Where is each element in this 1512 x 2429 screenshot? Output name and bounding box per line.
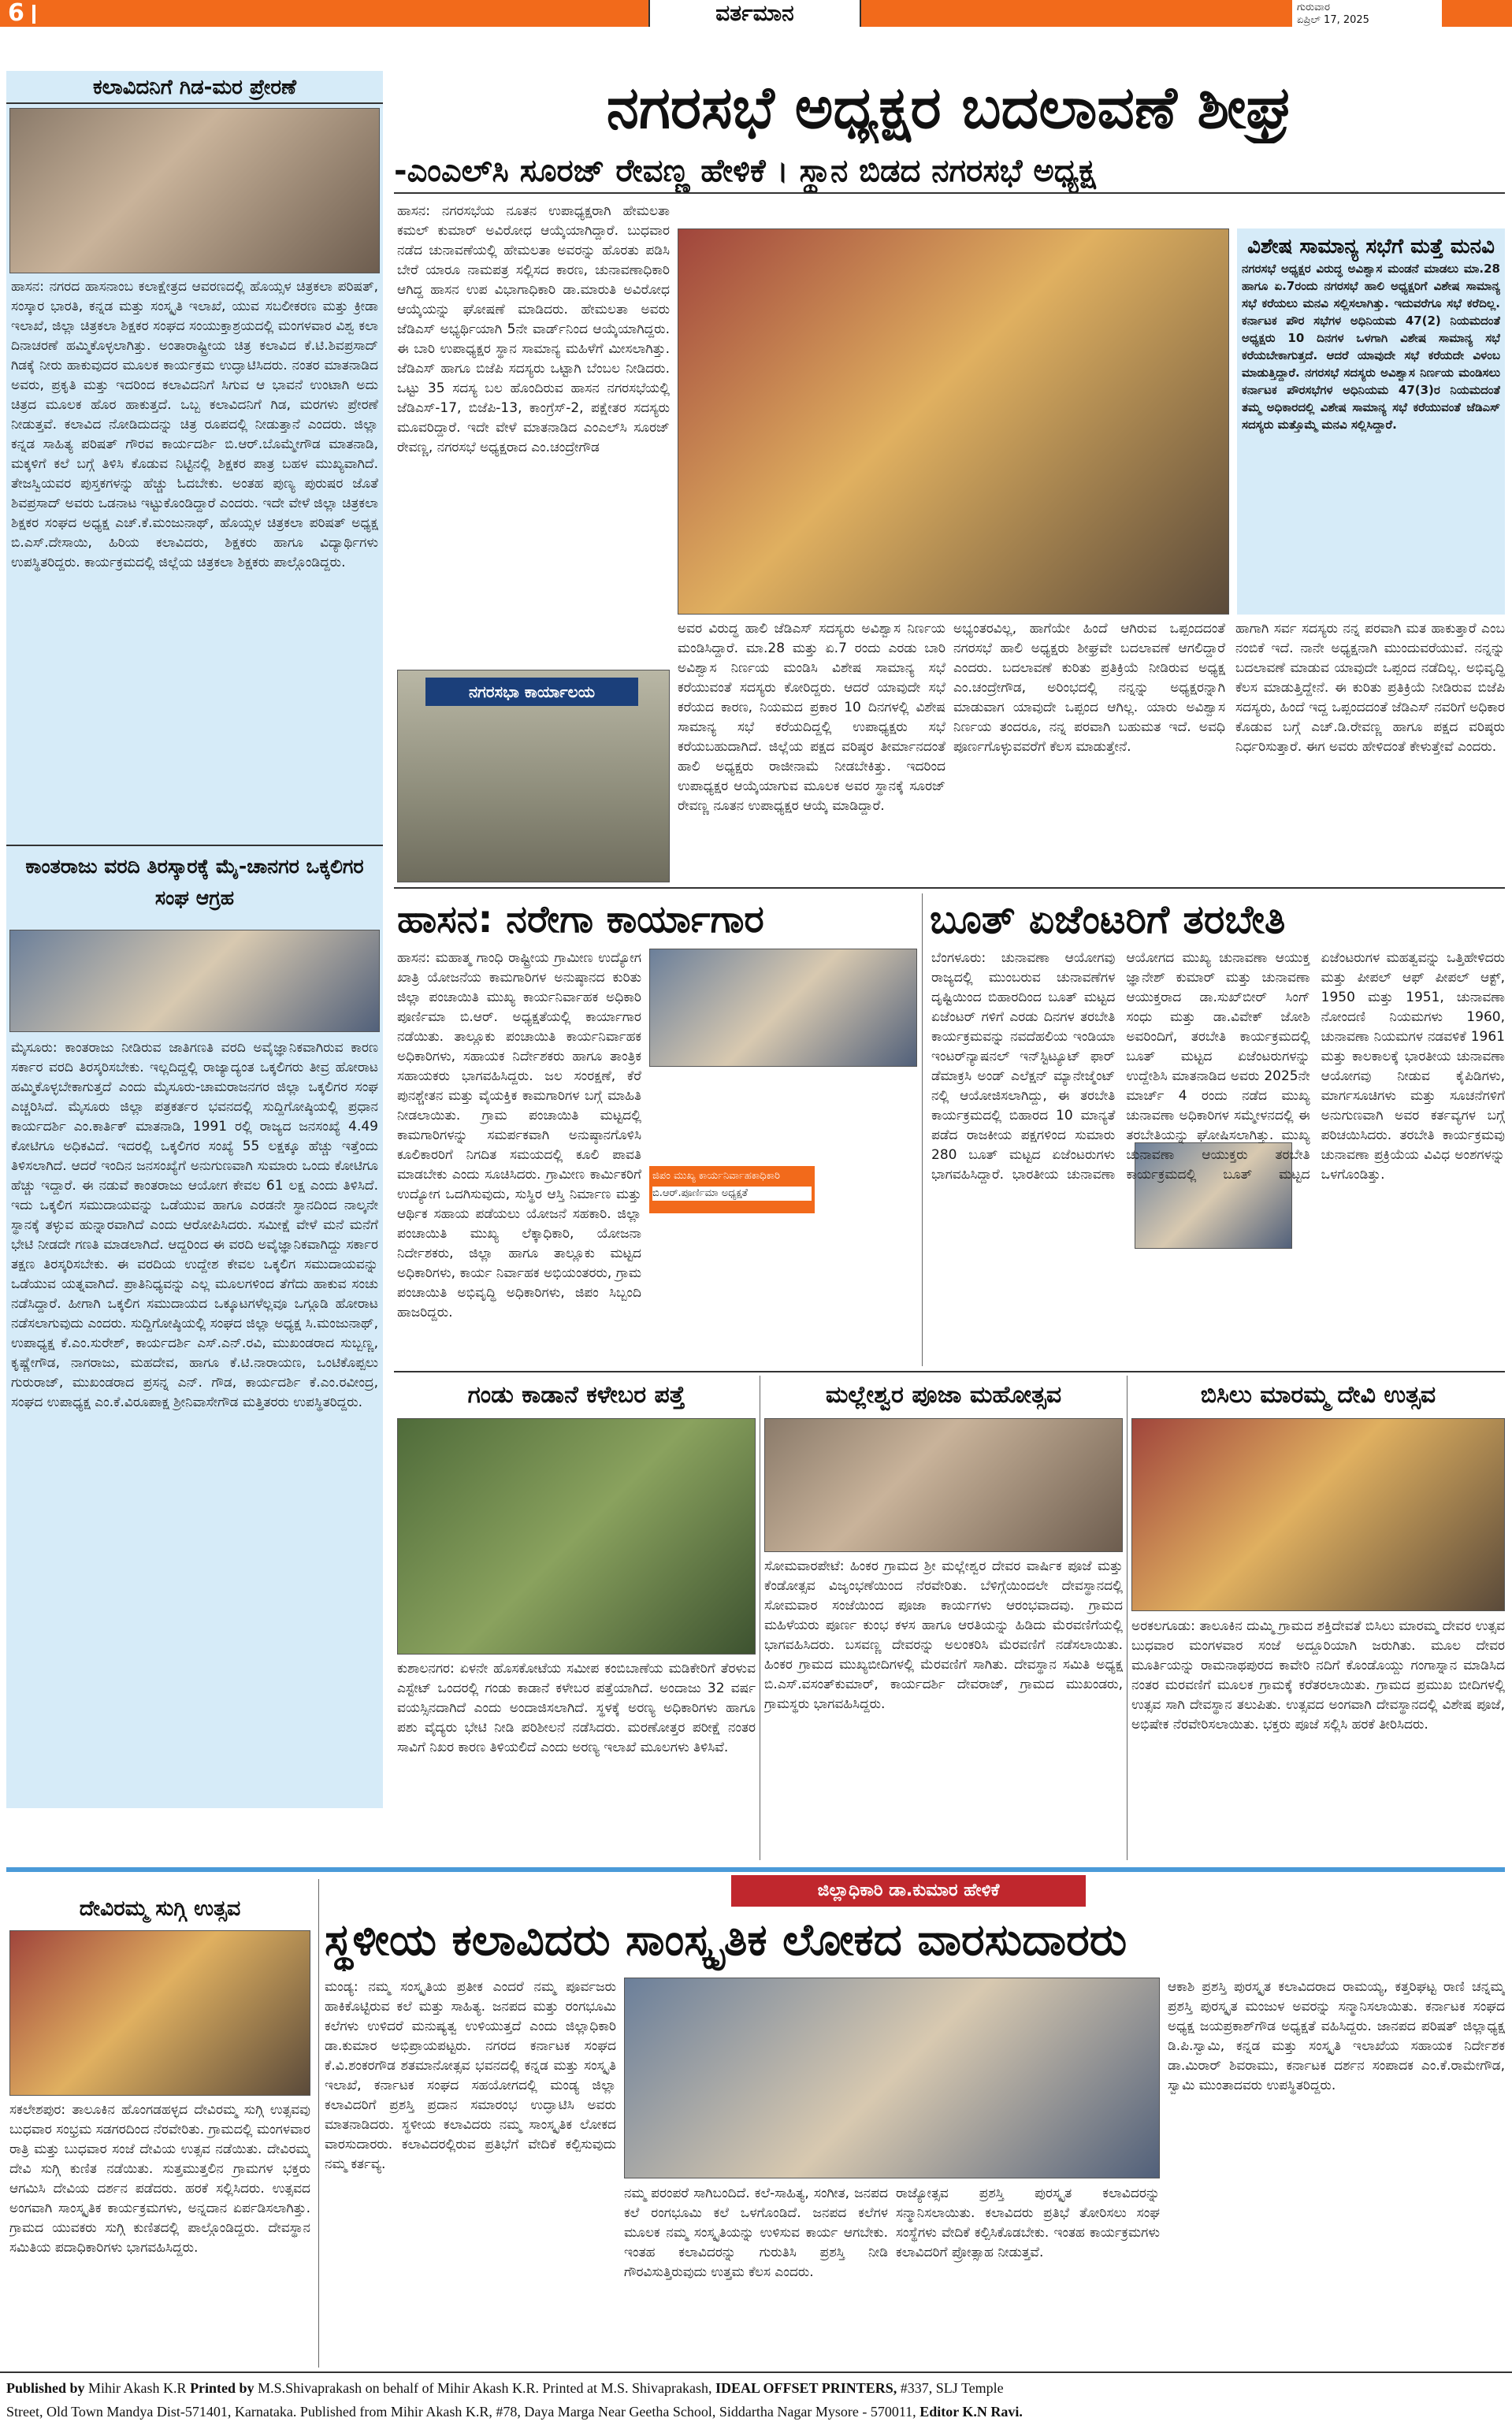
elephant-carcass-photo (397, 1418, 756, 1655)
maramma-text: ಅರಕಲಗೂಡು: ತಾಲೂಕಿನ ದುಮ್ಮಿ ಗ್ರಾಮದ ಶಕ್ತಿದೇವತೆ ಬಿಸಿಲು ಮಾರಮ್ಮ ದೇವರ ಉತ್ಸವ ಬುಧವಾರ ಮಂಗಳವಾರ ಸಂಜೆ ಅದ್ದೂರಿಯಾಗಿ ಜರುಗಿತು. ಮೂಲ ದೇವರ ಮೂರ್ತಿಯನ್ನು ರಾಮನಾಥಪುರದ ಕಾವೇರಿ ನದಿಗೆ ಕೊಂಡೊಯ್ದು ಗಂಗಾಸ್ನಾನ ಮಾಡಿಸಿದ ನಂತರ ಮರವಣಿಗೆ ಮೂಲಕ ಗ್ರಾಮಕ್ಕೆ ಕರೆತರಲಾಯಿತು. ಗ್ರಾಮದ ಪ್ರಮುಖ ಬೀದಿಗಳಲ್ಲಿ ಉತ್ಸವ ಸಾಗಿ ದೇವಸ್ಥಾನ ತಲುಪಿತು. ಉತ್ಸವದ ಅಂಗವಾಗಿ ದೇವಸ್ಥಾನದಲ್ಲಿ ವಿಶೇಷ ಪೂಜೆ, ಅಭಿಷೇಕ ನೆರವೇರಿಸಲಾಯಿತು. ಭಕ್ತರು ಪೂಜೆ ಸಲ್ಲಿಸಿ ಹರಕೆ ತೀರಿಸಿದರು. (1131, 1618, 1505, 1733)
row3-top-rule (394, 1371, 1505, 1372)
bottom-kicker (731, 1875, 1086, 1907)
nrega-quote-name: ಬಿ.ಆರ್.ಪೂರ್ಣಿಮಾ ಅಧ್ಯಕ್ಷತೆ (652, 1187, 812, 1201)
hall-signboard (425, 678, 638, 706)
footer-rule (0, 2371, 1512, 2373)
lead-bouquet-photo (678, 228, 1229, 615)
left-story1-headline (6, 71, 383, 104)
date-box (1292, 0, 1442, 27)
bottom-col1: ಮಂಡ್ಯ: ನಮ್ಮ ಸಂಸ್ಕೃತಿಯ ಪ್ರತೀಕ ಎಂದರೆ ನಮ್ಮ ಪೂರ್ವಜರು ಹಾಕಿಕೊಟ್ಟಿರುವ ಕಲೆ ಮತ್ತು ಸಾಹಿತ್ಯ. ಜನಪದ ಮತ್ತು ರಂಗಭೂಮಿ ಕಲೆಗಳು ಉಳಿದರೆ ಮನುಷ್ಯತ್ವ ಉಳಿಯುತ್ತದೆ ಎಂದು ಜಿಲ್ಲಾಧಿಕಾರಿ ಡಾ.ಕುಮಾರ ಅಭಿಪ್ರಾಯಪಟ್ಟರು. ನಗರದ ಕರ್ನಾಟಕ ಸಂಘದ ಕೆ.ವಿ.ಶಂಕರಗೌಡ ಶತಮಾನೋತ್ಸವ ಭವನದಲ್ಲಿ ಕನ್ನಡ ಮತ್ತು ಸಂಸ್ಕೃತಿ ಇಲಾಖೆ, ಕರ್ನಾಟಕ ಸಂಘದ ಸಹಯೋಗದಲ್ಲಿ ಮಂಡ್ಯ ಜಿಲ್ಲಾ ಕಲಾವಿದರಿಗೆ ಪ್ರಶಸ್ತಿ ಪ್ರದಾನ ಸಮಾರಂಭ ಉದ್ಘಾಟಿಸಿ ಅವರು ಮಾತನಾಡಿದರು. ಸ್ಥಳೀಯ ಕಲಾವಿದರು ನಮ್ಮ ಸಾಂಸ್ಕೃತಿಕ ಲೋಕದ ವಾರಸುದಾರರು. ಕಲಾವಿದರಲ್ಲಿರುವ ಪ್ರತಿಭೆಗೆ ವೇದಿಕೆ ಕಲ್ಪಿಸುವುದು ನಮ್ಮ ಕರ್ತವ್ಯ. (325, 1979, 616, 2172)
malleshwara-title: ಮಲ್ಲೇಶ್ವರ ಪೂಜಾ ಮಹೋತ್ಸವ (825, 1381, 1062, 1409)
booth-text: ಬೆಂಗಳೂರು: ಚುನಾವಣಾ ಆಯೋಗವು ರಾಜ್ಯದಲ್ಲಿ ಮುಂಬರುವ ಚುನಾವಣೆಗಳ ದೃಷ್ಟಿಯಿಂದ ಬಿಹಾರದಿಂದ ಬೂತ್ ಮಟ್ಟದ ಏಜೆಂಟರ್ ಗಳಿಗೆ ಎರಡು ದಿನಗಳ ತರಬೇತಿ ಕಾರ್ಯಕ್ರಮವನ್ನು ನವದೆಹಲಿಯ ಇಂಡಿಯಾ ಇಂಟರ್‌ನ್ಯಾಷನಲ್ ಇನ್‌ಸ್ಟಿಟ್ಯೂಟ್ ಫಾರ್ ಡೆಮಾಕ್ರಸಿ ಅಂಡ್ ಎಲೆಕ್ಷನ್ ಮ್ಯಾನೇಜ್ಮೆಂಟ್ ನಲ್ಲಿ ಆಯೋಜಿಸಲಾಗಿದ್ದು, ಈ ತರಬೇತಿ ಕಾರ್ಯಕ್ರಮದಲ್ಲಿ ಬಿಹಾರದ 10 ಮಾನ್ಯತೆ ಪಡೆದ ರಾಜಕೀಯ ಪಕ್ಷಗಳಿಂದ ಸುಮಾರು 280 ಬೂತ್ ಮಟ್ಟದ ಏಜೆಂಟರುಗಳು ಭಾಗವಹಿಸಿದ್ದಾರೆ. ಭಾರತೀಯ ಚುನಾವಣಾ ಆಯೋಗದ ಮುಖ್ಯ ಚುನಾವಣಾ ಆಯುಕ್ತ ಜ್ಞಾನೇಶ್ ಕುಮಾರ್ ಮತ್ತು ಚುನಾವಣಾ ಆಯುಕ್ತರಾದ ಡಾ.ಸುಖ್‌ಬೀರ್ ಸಿಂಗ್ ಸಂಧು ಮತ್ತು ಡಾ.ವಿವೇಕ್ ಜೋಶಿ ಅವರಿಂದಿಗೆ, ತರಬೇತಿ ಕಾರ್ಯಕ್ರಮದಲ್ಲಿ ಬೂತ್ ಮಟ್ಟದ ಏಜೆಂಟರುಗಳನ್ನು ಉದ್ದೇಶಿಸಿ ಮಾತನಾಡಿದ ಅವರು 2025ನೇ ಮಾರ್ಚ್ 4 ರಂದು ನಡೆದ ಮುಖ್ಯ ಚುನಾವಣಾ ಅಧಿಕಾರಿಗಳ ಸಮ್ಮೇಳನದಲ್ಲಿ ಈ ತರಬೇತಿಯನ್ನು ಘೋಷಿಸಲಾಗಿತ್ತು. ಮುಖ್ಯ ಚುನಾವಣಾ ಆಯುಕ್ತರು ತರಬೇತಿ ಕಾರ್ಯಕ್ರಮದಲ್ಲಿ ಬೂತ್ ಮಟ್ಟದ ಏಜೆಂಟರುಗಳ ಮಹತ್ವವನ್ನು ಒತ್ತಿಹೇಳಿದರು ಮತ್ತು ಪೀಪಲ್ ಆಫ್ ಪೀಪಲ್ ಆಕ್ಟ್, 1950 ಮತ್ತು 1951, ಚುನಾವಣಾ ನೋಂದಣಿ ನಿಯಮಗಳು 1960, ಚುನಾವಣಾ ನಿಯಮಗಳ ನಡವಳಿಕೆ 1961 ಮತ್ತು ಕಾಲಕಾಲಕ್ಕೆ ಭಾರತೀಯ ಚುನಾವಣಾ ಆಯೋಗವು ನೀಡುವ ಕೈಪಿಡಿಗಳು, ಮಾರ್ಗಸೂಚಿಗಳು ಮತ್ತು ಸೂಚನೆಗಳಿಗೆ ಅನುಗುಣವಾಗಿ ಅವರ ಕರ್ತವ್ಯಗಳ ಬಗ್ಗೆ ಪರಿಚಯಿಸಿದರು. ತರಬೇತಿ ಕಾರ್ಯಕ್ರಮವು ಚುನಾವಣಾ ಪ್ರಕ್ರಿಯೆಯ ವಿವಿಧ ಅಂಶಗಳನ್ನು ಒಳಗೊಂಡಿತ್ತು. (931, 950, 1505, 1183)
left-divider (6, 845, 383, 846)
lead-col2: ಅವರ ವಿರುದ್ಧ ಹಾಲಿ ಜೆಡಿಎಸ್ ಸದಸ್ಯರು ಅವಿಶ್ವಾಸ ನಿರ್ಣಯ ಮಂಡಿಸಿದ್ದಾರೆ. ಮಾ.28 ಮತ್ತು ಏ.7 ರಂದು ಎರಡು ಬಾರಿ ಅವಿಶ್ವಾಸ ನಿರ್ಣಯ ಮಂಡಿಸಿ ವಿಶೇಷ ಸಾಮಾನ್ಯ ಸಭೆ ಕರೆಯುವಂತೆ ಸದಸ್ಯರು ಕೋರಿದ್ದರು. ಆದರೆ ಯಾವುದೇ ಸಭೆ ಕರೆಯದ ಕಾರಣ, ನಿಯಮದ ಪ್ರಕಾರ 10 ದಿನಗಳಲ್ಲಿ ವಿಶೇಷ ಸಾಮಾನ್ಯ ಸಭೆ ಕರೆಯದಿದ್ದಲ್ಲಿ ಉಪಾಧ್ಯಕ್ಷರು ಸಭೆ ಕರೆಯಬಹುದಾಗಿದೆ. ಜಿಲ್ಲೆಯ ಪಕ್ಷದ ವರಿಷ್ಠರ ತೀರ್ಮಾನದಂತೆ ಹಾಲಿ ಅಧ್ಯಕ್ಷರು ರಾಜೀನಾಮೆ ನೀಡಬೇಕಿತ್ತು. ಇದರಿಂದ ಉಪಾಧ್ಯಕ್ಷರ ಆಯ್ಕೆಯಾಗುವ ಮೂಲಕ ಅವರ ಸ್ಥಾನಕ್ಕೆ ಸೂರಜ್ ರೇವಣ್ಣ ನೂತನ ಉಪಾಧ್ಯಕ್ಷರ ಆಯ್ಕೆ ಮಾಡಿದ್ದಾರೆ. (678, 621, 945, 814)
left-story2-body: ಮೈಸೂರು: ಕಾಂತರಾಜು ನೀಡಿರುವ ಜಾತಿಗಣತಿ ವರದಿ ಅವೈಜ್ಞಾನಿಕವಾಗಿರುವ ಕಾರಣ ಸರ್ಕಾರ ವರದಿ ತಿರಸ್ಕರಿಸಬೇಕು. ಇಲ್ಲದಿದ್ದಲ್ಲಿ ರಾಜ್ಯಾದ್ಯಂತ ಒಕ್ಕಲಿಗರು ತೀವ್ರ ಹೋರಾಟ ಹಮ್ಮಿಕೊಳ್ಳಬೇಕಾಗುತ್ತದೆ ಎಂದು ಮೈಸೂರು-ಚಾಮರಾಜನಗರ ಜಿಲ್ಲಾ ಒಕ್ಕಲಿಗರ ಸಂಘ ಎಚ್ಚರಿಸಿದೆ. ಮೈಸೂರು ಜಿಲ್ಲಾ ಪತ್ರಕರ್ತರ ಭವನದಲ್ಲಿ ಸುದ್ದಿಗೋಷ್ಠಿಯಲ್ಲಿ ಪ್ರಧಾನ ಕಾರ್ಯದರ್ಶಿ ಎಂ.ಕಾರ್ತಿಕ್ ಮಾತನಾಡಿ, 1991 ರಲ್ಲಿ ರಾಜ್ಯದ ಜನಸಂಖ್ಯೆ 4.49 ಕೋಟಿಗೂ ಅಧಿಕವಿದೆ. ಇದರಲ್ಲಿ ಒಕ್ಕಲಿಗರ ಸಂಖ್ಯೆ 55 ಲಕ್ಷಕ್ಕೂ ಹೆಚ್ಚು ಇತ್ತೆಂದು ತಿಳಿಸಲಾಗಿದೆ. ಆದರೆ ಇಂದಿನ ಜನಸಂಖ್ಯೆಗೆ ಅನುಗುಣವಾಗಿ ಸುಮಾರು ಒಂದು ಕೋಟಿಗೂ ಹೆಚ್ಚು ಇದ್ದಾರೆ. ಈ ನಡುವೆ ಕಾಂತರಾಜು ಆಯೋಗ ಕೇವಲ 61 ಲಕ್ಷ ಎಂದು ತಿಳಿಸಿದೆ. ಇದು ಒಕ್ಕಲಿಗ ಸಮುದಾಯವನ್ನು ಒಡೆಯುವ ಹಾಗೂ ಎರಡನೇ ಸ್ಥಾನದಿಂದ ನಾಲ್ಕನೇ ಸ್ಥಾನಕ್ಕೆ ತಳ್ಳುವ ಹುನ್ನಾರವಾಗಿದೆ ಎಂದು ಆರೋಪಿಸಿದರು. ಸಮೀಕ್ಷೆ ವೇಳೆ ಮನೆ ಮನೆಗೆ ಭೇಟಿ ನೀಡದೇ ಗಣತಿ ಮಾಡಲಾಗಿದೆ. ಆದ್ದರಿಂದ ಈ ವರದಿ ಅವೈಜ್ಞಾನಿಕವಾಗಿದ್ದು ಸರ್ಕಾರ ತಕ್ಷಣ ತಿರಸ್ಕರಿಸಬೇಕು. ಈ ವರದಿಯ ಉದ್ದೇಶ ಕೇವಲ ಒಕ್ಕಲಿಗ ಸಮುದಾಯವನ್ನು ಒಡೆಯುವ ಯತ್ನವಾಗಿದೆ. ಪ್ರಾತಿನಿಧ್ಯವನ್ನು ಎಲ್ಲ ಮೂಲಗಳಿಂದ ತೆಗೆದು ಹಾಕುವ ಸಂಚು ನಡೆಸಿದ್ದಾರೆ. ಹೀಗಾಗಿ ಒಕ್ಕಲಿಗ ಸಮುದಾಯದ ಒಕ್ಕೂಟಗಳೆಲ್ಲವೂ ಒಗ್ಗೂಡಿ ಹೋರಾಟ ನಡೆಸಲಾಗುವುದು ಎಂದರು. ಸುದ್ದಿಗೋಷ್ಠಿಯಲ್ಲಿ ಸಂಘದ ಜಿಲ್ಲಾ ಅಧ್ಯಕ್ಷ ಸಿ.ಮಂಜುನಾಥ್, ಉಪಾಧ್ಯಕ್ಷ ಕೆ.ಎಂ.ಸುರೇಶ್, ಕಾರ್ಯದರ್ಶಿ ಎಸ್.ಎನ್.ರವಿ, ಮುಖಂಡರಾದ ಸುಬ್ಬಣ್ಣ, ಕೃಷ್ಣೇಗೌಡ, ನಾಗರಾಜು, ಮಹದೇವ, ಹಾಗೂ ಕೆ.ಟಿ.ನಾರಾಯಣ, ಒಂಟಿಕೊಪ್ಪಲು ಗುರುರಾಜ್, ಮುಖಂಡರಾದ ಪ್ರಸನ್ನ ಎನ್. ಗೌಡ, ಕಾರ್ಯದರ್ಶಿ ಕೆ.ಎಂ.ರವೀಂದ್ರ, ಸಂಘದ ಉಪಾಧ್ಯಕ್ಷ ಎಂ.ಕೆ.ವಿರೂಪಾಕ್ಷ ಶ್ರೀನಿವಾಸೇಗೌಡ ಮತ್ತಿತರರು ಉಪಸ್ಥಿತರಿದ್ದರು. (11, 1040, 378, 1410)
devirama-title: ದೇವಿರಮ್ಮ ಸುಗ್ಗಿ ಉತ್ಸವ (79, 1896, 241, 1921)
lead-subhead (394, 148, 1505, 194)
printer-address: #337, SLJ Temple (900, 2380, 1004, 2396)
award-ceremony-photo (624, 1978, 1160, 2178)
maramma-headline (1131, 1376, 1505, 1415)
printer-name: IDEAL OFFSET PRINTERS, (715, 2380, 897, 2396)
publisher-name: Mihir Akash K.R (88, 2380, 187, 2396)
devirama-photo (9, 1930, 310, 2096)
lead-headline (394, 72, 1505, 143)
press-meet-photo (9, 930, 380, 1032)
lead-subhead-text: -ಎಂಎಲ್‌ಸಿ ಸೂರಜ್ ರೇವಣ್ಣ ಹೇಳಿಕೆ । ಸ್ಥಾನ ಬಿಡದ ನಗರಸಭೆ ಅಧ್ಯಕ್ಷ (394, 153, 1096, 189)
paper-name: ವರ್ತಮಾನ (715, 0, 794, 26)
bottom-headline (325, 1910, 1505, 1971)
left-story2-title: ಕಾಂತರಾಜು ವರದಿ ತಿರಸ್ಕಾರಕ್ಕೆ ಮೈ-ಚಾನಗರ ಒಕ್ಕಲಿಗರ ಸಂಘ ಆಗ್ರಹ (25, 855, 364, 909)
maramma-photo (1131, 1418, 1505, 1611)
rhino-text: ಕುಶಾಲನಗರ: ಏಳನೇ ಹೊಸಕೋಟೆಯ ಸಮೀಪ ಕಂಬಿಬಾಣೆಯ ಮಡಿಕೇರಿಗೆ ತೆರಳುವ ಎಸ್ಟೇಟ್ ಒಂದರಲ್ಲಿ ಗಂಡು ಕಾಡಾನೆ ಕಳೇಬರ ಪತ್ತೆಯಾಗಿದೆ. ಅಂದಾಜು 32 ವರ್ಷ ವಯಸ್ಸಿನದಾಗಿದೆ ಎಂದು ಅಂದಾಜಿಸಲಾಗಿದೆ. ಸ್ಥಳಕ್ಕೆ ಅರಣ್ಯ ಅಧಿಕಾರಿಗಳು ಹಾಗೂ ಪಶು ವೈದ್ಯರು ಭೇಟಿ ನೀಡಿ ಪರಿಶೀಲನೆ ನಡೆಸಿದರು. ಮರಣೋತ್ತರ ಪರೀಕ್ಷೆ ನಂತರ ಸಾವಿಗೆ ನಿಖರ ಕಾರಣ ತಿಳಿಯಲಿದೆ ಎಂದು ಅರಣ್ಯ ಇಲಾಖೆ ಮೂಲಗಳು ತಿಳಿಸಿವೆ. (397, 1661, 756, 1755)
malleshwara-text: ಸೋಮವಾರಪೇಟೆ: ಹಿಂಕರ ಗ್ರಾಮದ ಶ್ರೀ ಮಲ್ಲೇಶ್ವರ ದೇವರ ವಾರ್ಷಿಕ ಪೂಜೆ ಮತ್ತು ಕೆಂಡೋತ್ಸವ ವಿಜೃಂಭಣೆಯಿಂದ ನೆರವೇರಿತು. ಬೆಳಿಗ್ಗೆಯಿಂದಲೇ ದೇವಸ್ಥಾನದಲ್ಲಿ ಸೋಮವಾರ ಸಂಜೆಯಿಂದ ಪೂಜಾ ಕಾರ್ಯಗಳು ಆರಂಭವಾದವು. ಗ್ರಾಮದ ಮಹಿಳೆಯರು ಪೂರ್ಣ ಕುಂಭ ಕಳಸ ಹಾಗೂ ಆರತಿಯನ್ನು ಹಿಡಿದು ಮೆರವಣಿಗೆಯಲ್ಲಿ ಭಾಗವಹಿಸಿದರು. ಬಸವಣ್ಣ ದೇವರನ್ನು ಅಲಂಕರಿಸಿ ಮೆರವಣಿಗೆ ನಡೆಸಲಾಯಿತು. ಹಿಂಕರ ಗ್ರಾಮದ ಮುಖ್ಯಬೀದಿಗಳಲ್ಲಿ ಮೆರವಣಿಗೆ ಸಾಗಿತು. ದೇವಸ್ಥಾನ ಸಮಿತಿ ಅಧ್ಯಕ್ಷ ಬಿ.ಎಸ್.ವಸಂತ್‌ಕುಮಾರ್, ಕಾರ್ಯದರ್ಶಿ ದೇವರಾಜ್, ಗ್ರಾಮದ ಮುಖಂಡರು, ಗ್ರಾಮಸ್ಥರು ಭಾಗವಹಿಸಿದ್ದರು. (764, 1558, 1123, 1712)
nrega-quote-label: ಜಿಪಂ ಮುಖ್ಯ ಕಾರ್ಯನಿರ್ವಾಹಕಾಧಿಕಾರಿ (652, 1170, 780, 1182)
lead-headline-text: ನಗರಸಭೆ ಅಧ್ಯಕ್ಷರ ಬದಲಾವಣೆ ಶೀಘ್ರ (606, 74, 1293, 142)
bottom-col3: ರಾಜ್ಯೋತ್ಸವ ಪ್ರಶಸ್ತಿ ಪುರಸ್ಕೃತ ಕಲಾವಿದರನ್ನು ಸನ್ಮಾನಿಸಲಾಯಿತು. ಕಲಾವಿದರು ಪ್ರತಿಭೆ ತೋರಿಸಲು ಸಂಘ ಸಂಸ್ಥೆಗಳು ವೇದಿಕೆ ಕಲ್ಪಿಸಿಕೊಡಬೇಕು. ಇಂತಹ ಕಾರ್ಯಕ್ರಮಗಳು ಕಲಾವಿದರಿಗೆ ಪ್ರೋತ್ಸಾಹ ನೀಡುತ್ತವೆ. (896, 2186, 1160, 2260)
lead-col3: ಅಭ್ಯಂತರವಿಲ್ಲ, ಹಾಗೆಯೇ ಹಿಂದೆ ಆಗಿರುವ ಒಪ್ಪಂದದಂತೆ ನಗರಸಭೆ ಹಾಲಿ ಅಧ್ಯಕ್ಷರು ಶೀಘ್ರವೇ ಬದಲಾವಣೆ ಆಗಲಿದ್ದಾರೆ ಎಂದರು. ಬದಲಾವಣೆ ಕುರಿತು ಪ್ರತಿಕ್ರಿಯೆ ನೀಡಿರುವ ಅಧ್ಯಕ್ಷ ಎಂ.ಚಂದ್ರೇಗೌಡ, ಅರಿಂಭದಲ್ಲಿ ನನ್ನನ್ನು ಅಧ್ಯಕ್ಷರನ್ನಾಗಿ ಮಾಡುವಾಗ ಯಾವುದೇ ಒಪ್ಪಂದ ಆಗಿಲ್ಲ. ಯಾರು ಅವಿಶ್ವಾಸ ನಿರ್ಣಯ ತಂದರೂ, ನನ್ನ ಪರವಾಗಿ ಬಹುಮತ ಇದೆ. ಅವಧಿ ಪೂರ್ಣಗೊಳ್ಳುವವರೆಗೆ ಕೆಲಸ ಮಾಡುತ್ತೇನೆ. (953, 621, 1225, 755)
nrega-headline (397, 893, 917, 945)
published-by-label: Published by (6, 2380, 85, 2396)
footer-line-2 (6, 2400, 1505, 2423)
maramma-title: ಬಿಸಿಲು ಮಾರಮ್ಮ ದೇವಿ ಉತ್ಸವ (1200, 1381, 1436, 1409)
booth-title: ಬೂತ್ ಏಜೆಂಟರಿಗೆ ತರಬೇತಿ (930, 897, 1286, 942)
printed-by-text: M.S.Shivaprakash on behalf of Mihir Akash K.R. Printed at M.S. Shivaprakash, (258, 2380, 712, 2396)
left-story1-title: ಕಲಾವಿದನಿಗೆ ಗಿಡ-ಮರ ಪ್ರೇರಣೆ (92, 76, 297, 99)
lead-col1-top: ಹಾಸನ: ನಗರಸಭೆಯ ನೂತನ ಉಪಾಧ್ಯಕ್ಷರಾಗಿ ಹೇಮಲತಾ ಕಮಲ್ ಕುಮಾರ್ ಅವಿರೋಧ ಆಯ್ಕೆಯಾಗಿದ್ದಾರೆ. ಬುಧವಾರ ನಡೆದ ಚುನಾವಣೆಯಲ್ಲಿ ಹೇಮಲತಾ ಅವರನ್ನು ಹೊರತು ಪಡಿಸಿ ಬೇರೆ ಯಾರೂ ನಾಮಪತ್ರ ಸಲ್ಲಿಸದ ಕಾರಣ, ಚುನಾವಣಾಧಿಕಾರಿ ಆಗಿದ್ದ ಹಾಸನ ಉಪ ವಿಭಾಗಾಧಿಕಾರಿ ಡಾ.ಮಾರುತಿ ಅವಿರೋಧ ಆಯ್ಕೆಯನ್ನು ಘೋಷಣೆ ಮಾಡಿದರು. ಹೇಮಲತಾ ಅವರು ಜೆಡಿಎಸ್ ಅಭ್ಯರ್ಥಿಯಾಗಿ 5ನೇ ವಾರ್ಡ್‌ನಿಂದ ಆಯ್ಕೆಯಾಗಿದ್ದರು. ಈ ಬಾರಿ ಉಪಾಧ್ಯಕ್ಷರ ಸ್ಥಾನ ಸಾಮಾನ್ಯ ಮಹಿಳೆಗೆ ಮೀಸಲಾಗಿತ್ತು. ಜೆಡಿಎಸ್ ಹಾಗೂ ಬಿಜೆಪಿ ಸದಸ್ಯರು ಒಟ್ಟಾಗಿ ಬೆಂಬಲ ನೀಡಿದರು. ಒಟ್ಟು 35 ಸದಸ್ಯ ಬಲ ಹೊಂದಿರುವ ಹಾಸನ ನಗರಸಭೆಯಲ್ಲಿ ಜೆಡಿಎಸ್-17, ಬಿಜೆಪಿ-13, ಕಾಂಗ್ರೆಸ್-2, ಪಕ್ಷೇತರ ಸದಸ್ಯರು ಮೂವರಿದ್ದಾರೆ. ಇದೇ ವೇಳೆ ಮಾತನಾಡಿದ ಎಂಎಲ್‌ಸಿ ಸೂರಜ್ ರೇವಣ್ಣ, ನಗರಸಭೆ ಅಧ್ಯಕ್ಷರಾದ ಎಂ.ಚಂದ್ರೇಗೌಡ (397, 203, 670, 455)
nrega-photo (649, 949, 917, 1067)
lead-sidebox-title: ವಿಶೇಷ ಸಾಮಾನ್ಯ ಸಭೆಗೆ ಮತ್ತೆ ಮನವಿ (1247, 235, 1495, 258)
devirama-headline (6, 1891, 314, 1927)
hall-sign-text: ನಗರಸಭಾ ಕಾರ್ಯಾಲಯ (468, 682, 596, 701)
lead-sidebox (1237, 228, 1505, 615)
bottom-col2: ನಮ್ಮ ಪರಂಪರೆ ಸಾಗಿಬಂದಿದೆ. ಕಲೆ-ಸಾಹಿತ್ಯ, ಸಂಗೀತ, ಜನಪದ ಕಲೆ ರಂಗಭೂಮಿ ಕಲೆ ಒಳಗೊಂಡಿದೆ. ಜನಪದ ಕಲೆಗಳ ಮೂಲಕ ನಮ್ಮ ಸಂಸ್ಕೃತಿಯನ್ನು ಉಳಿಸುವ ಕಾರ್ಯ ಆಗಬೇಕು. ಇಂತಹ ಕಲಾವಿದರನ್ನು ಗುರುತಿಸಿ ಪ್ರಶಸ್ತಿ ನೀಡಿ ಗೌರವಿಸುತ್ತಿರುವುದು ಉತ್ತಮ ಕೆಲಸ ಎಂದರು. (624, 2186, 888, 2280)
rhino-title: ಗಂಡು ಕಾಡಾನೆ ಕಳೇಬರ ಪತ್ತೆ (467, 1381, 685, 1409)
footer-address: Street, Old Town Mandya Dist-571401, Karnataka. Published from Mihir Akash K.R, #78, Daya Marga Near Geetha School, Siddartha Nagar Mysore - 570011, (6, 2404, 916, 2420)
paper-name-box (648, 0, 861, 27)
art-day-photo (9, 108, 380, 273)
date: ಏಪ್ರಿಲ್ 17, 2025 (1297, 14, 1369, 26)
nrega-quote-box (649, 1166, 815, 1213)
page-number-text: 6 (8, 0, 24, 27)
devirama-text: ಸಕಲೇಶಪುರ: ತಾಲೂಕಿನ ಹೊಂಗಡಹಳ್ಳದ ದೇವಿರಮ್ಮ ಸುಗ್ಗಿ ಉತ್ಸವವು ಬುಧವಾರ ಸಂಭ್ರಮ ಸಡಗರದಿಂದ ನೆರವೇರಿತು. ಗ್ರಾಮದಲ್ಲಿ ಮಂಗಳವಾರ ರಾತ್ರಿ ಮತ್ತು ಬುಧವಾರ ಸಂಜೆ ದೇವಿಯ ಉತ್ಸವ ನಡೆಯಿತು. ದೇವಿರಮ್ಮ ದೇವಿ ಸುಗ್ಗಿ ಕುಣಿತ ನಡೆಯಿತು. ಸುತ್ತಮುತ್ತಲಿನ ಗ್ರಾಮಗಳ ಭಕ್ತರು ಆಗಮಿಸಿ ದೇವಿಯ ದರ್ಶನ ಪಡೆದರು. ಹರಕೆ ಸಲ್ಲಿಸಿದರು. ಉತ್ಸವದ ಅಂಗವಾಗಿ ಸಾಂಸ್ಕೃತಿಕ ಕಾರ್ಯಕ್ರಮಗಳು, ಅನ್ನದಾನ ಏರ್ಪಡಿಸಲಾಗಿತ್ತು. ಗ್ರಾಮದ ಯುವಕರು ಸುಗ್ಗಿ ಕುಣಿತದಲ್ಲಿ ಪಾಲ್ಗೊಂಡಿದ್ದರು. ದೇವಸ್ಥಾನ ಸಮಿತಿಯ ಪದಾಧಿಕಾರಿಗಳು ಭಾಗವಹಿಸಿದ್ದರು. (9, 2102, 310, 2256)
bottom-blue-rule (6, 1867, 1505, 1872)
pipe-icon (32, 5, 35, 24)
editor-name: Editor K.N Ravi. (919, 2404, 1023, 2420)
day: ಗುರುವಾರ (1297, 2, 1330, 13)
rhino-headline (397, 1376, 756, 1415)
left-story1-body: ಹಾಸನ: ನಗರದ ಹಾಸನಾಂಬ ಕಲಾಕ್ಷೇತ್ರದ ಆವರಣದಲ್ಲಿ ಹೊಯ್ಸಳ ಚಿತ್ರಕಲಾ ಪರಿಷತ್, ಸಂಸ್ಕಾರ ಭಾರತಿ, ಕನ್ನಡ ಮತ್ತು ಸಂಸ್ಕೃತಿ ಇಲಾಖೆ, ಯುವ ಸಬಲೀಕರಣ ಮತ್ತು ಕ್ರೀಡಾ ಇಲಾಖೆ, ಜಿಲ್ಲಾ ಚಿತ್ರಕಲಾ ಶಿಕ್ಷಕರ ಸಂಘದ ಸಂಯುಕ್ತಾಶ್ರಯದಲ್ಲಿ ಮಂಗಳವಾರ ವಿಶ್ವ ಕಲಾ ದಿನಾಚರಣೆ ಹಮ್ಮಿಕೊಳ್ಳಲಾಗಿತ್ತು. ಅಂತಾರಾಷ್ಟ್ರೀಯ ಚಿತ್ರ ಕಲಾವಿದ ಕೆ.ಟಿ.ಶಿವಪ್ರಸಾದ್ ಗಿಡಕ್ಕೆ ನೀರು ಹಾಕುವುದರ ಮೂಲಕ ಕಾರ್ಯಕ್ರಮ ಉದ್ಘಾಟಿಸಿದರು. ನಂತರ ಮಾತನಾಡಿದ ಅವರು, ಪ್ರಕೃತಿ ಮತ್ತು ಇದರಿಂದ ಕಲಾವಿದನಿಗೆ ಸಿಗುವ ಆ ಭಾವನೆ ಉಂಟಾಗಿ ಅದು ಚಿತ್ರದ ಮೂಲಕ ಹೊರ ಹಾಕುತ್ತದೆ. ಒಬ್ಬ ಕಲಾವಿದನಿಗೆ ಗಿಡ, ಮರಗಳು ಪ್ರೇರಣೆ ನೀಡುತ್ತವೆ. ಕಲಾವಿದ ನೋಡಿದುದನ್ನು ಚಿತ್ರ ರೂಪದಲ್ಲಿ ನೀಡುತ್ತಾನೆ ಎಂದರು. ಜಿಲ್ಲಾ ಕನ್ನಡ ಸಾಹಿತ್ಯ ಪರಿಷತ್ ಗೌರವ ಕಾರ್ಯದರ್ಶಿ ಬಿ.ಆರ್.ಬೊಮ್ಮೇಗೌಡ ಮಾತನಾಡಿ, ಮಕ್ಕಳಿಗೆ ಕಲೆ ಬಗ್ಗೆ ತಿಳಿಸಿ ಕೊಡುವ ನಿಟ್ಟಿನಲ್ಲಿ ಶಿಕ್ಷಕರ ಪಾತ್ರ ಬಹಳ ಮುಖ್ಯವಾಗಿದೆ. ತೇಜಸ್ವಿಯವರ ಪುಸ್ತಕಗಳನ್ನು ಹೆಚ್ಚು ಓದಬೇಕು. ಅಂತಹ ಪುಣ್ಯ ಪುರುಷರ ಜೊತೆ ಶಿವಪ್ರಸಾದ್ ಅವರು ಒಡನಾಟ ಇಟ್ಟುಕೊಂಡಿದ್ದಾರೆ ಎಂದರು. ಇದೇ ವೇಳೆ ಜಿಲ್ಲಾ ಚಿತ್ರಕಲಾ ಶಿಕ್ಷಕರ ಸಂಘದ ಅಧ್ಯಕ್ಷ ಎಚ್.ಕೆ.ಮಂಜುನಾಥ್, ಹೊಯ್ಸಳ ಚಿತ್ರಕಲಾ ಪರಿಷತ್ ಅಧ್ಯಕ್ಷ ಬಿ.ಎಸ್.ದೇಸಾಯಿ, ಹಿರಿಯ ಕಲಾವಿದರು, ಶಿಕ್ಷಕರು ಹಾಗೂ ವಿದ್ಯಾರ್ಥಿಗಳು ಉಪಸ್ಥಿತರಿದ್ದರು. ಕಾರ್ಯಕ್ರಮದಲ್ಲಿ ಜಿಲ್ಲೆಯ ಚಿತ್ರಕಲಾ ಶಿಕ್ಷಕರು ಪಾಲ್ಗೊಂಡಿದ್ದರು. (11, 279, 378, 570)
lead-col4: ಹಾಗಾಗಿ ಸರ್ವ ಸದಸ್ಯರು ನನ್ನ ಪರವಾಗಿ ಮತ ಹಾಕುತ್ತಾರೆ ಎಂಬ ನಂಬಿಕೆ ಇದೆ. ನಾನೇ ಅಧ್ಯಕ್ಷನಾಗಿ ಮುಂದುವರೆಯುವೆ. ನನ್ನನ್ನು ಬದಲಾವಣೆ ಮಾಡುವ ಯಾವುದೇ ಒಪ್ಪಂದ ನಡೆದಿಲ್ಲ. ಅಭಿವೃದ್ಧಿ ಕೆಲಸ ಮಾಡುತ್ತಿದ್ದೇನೆ. ಈ ಕುರಿತು ಪ್ರತಿಕ್ರಿಯೆ ನೀಡಿರುವ ಬಿಜೆಪಿ ಸದಸ್ಯರು, ಹಿಂದೆ ಇದ್ದ ಒಪ್ಪಂದದಂತೆ ಜೆಡಿಎಸ್ ನವರಿಗೆ ಅಧಿಕಾರ ಕೊಡುವ ಬಗ್ಗೆ ಎಚ್.ಡಿ.ರೇವಣ್ಣ ಹಾಗೂ ಪಕ್ಷದ ವರಿಷ್ಠರು ನಿರ್ಧರಿಸುತ್ತಾರೆ. ಈಗ ಅವರು ಹೇಳಿದಂತೆ ಕೇಳುತ್ತೇವೆ ಎಂದರು. (1235, 621, 1505, 755)
nrega-title: ಹಾಸನ: ನರೇಗಾ ಕಾರ್ಯಾಗಾರ (397, 897, 764, 942)
bottom-col4: ಆಕಾಶಿ ಪ್ರಶಸ್ತಿ ಪುರಸ್ಕೃತ ಕಲಾವಿದರಾದ ರಾಮಯ್ಯ, ಕತ್ತರಿಘಟ್ಟ ರಾಣಿ ಚನ್ನಮ್ಮ ಪ್ರಶಸ್ತಿ ಪುರಸ್ಕೃತ ಮಂಜುಳ ಅವರನ್ನು ಸನ್ಮಾನಿಸಲಾಯಿತು. ಕರ್ನಾಟಕ ಸಂಘದ ಅಧ್ಯಕ್ಷ ಜಯಪ್ರಕಾಶ್‌ಗೌಡ ಅಧ್ಯಕ್ಷತೆ ವಹಿಸಿದ್ದರು. ಜಾನಪದ ಪರಿಷತ್ ಜಿಲ್ಲಾಧ್ಯಕ್ಷ ಡಿ.ಪಿ.ಸ್ವಾಮಿ, ಕನ್ನಡ ಮತ್ತು ಸಂಸ್ಕೃತಿ ಇಲಾಖೆಯ ಸಹಾಯಕ ನಿರ್ದೇಶಕ ಡಾ.ಮಿರಾರ್ ಶಿವರಾಮು, ಕರ್ನಾಟಕ ದರ್ಶನ ಸಂಪಾದಕ ಎಂ.ಕೆ.ರಾಮೇಗೌಡ, ಸ್ವಾಮಿ ಮುಂತಾದವರು ಉಪಸ್ಥಿತರಿದ್ದರು. (1168, 1979, 1505, 2093)
bottom-headline-text: ಸ್ಥಳೀಯ ಕಲಾವಿದರು ಸಾಂಸ್ಕೃತಿಕ ಲೋಕದ ವಾರಸುದಾರರು (325, 1915, 1127, 1966)
lead-bottom-rule (394, 887, 1505, 889)
footer-line-1 (6, 2376, 1505, 2400)
procession-photo (764, 1418, 1123, 1552)
left-story2-headline (9, 851, 380, 922)
bottom-divider (318, 1879, 319, 2368)
lead-sidebox-text: ನಗರಸಭೆ ಅಧ್ಯಕ್ಷರ ವಿರುದ್ಧ ಅವಿಶ್ವಾಸ ಮಂಡನೆ ಮಾಡಲು ಮಾ.28 ಹಾಗೂ ಏ.7ರಂದು ನಗರಸಭೆ ಹಾಲಿ ಅಧ್ಯಕ್ಷರಿಗೆ ವಿಶೇಷ ಸಾಮಾನ್ಯ ಸಭೆ ಕರೆಯಲು ಮನವಿ ಸಲ್ಲಿಸಲಾಗಿತ್ತು. ಇದುವರೆಗೂ ಸಭೆ ಕರೆದಿಲ್ಲ. ಕರ್ನಾಟಕ ಪೌರ ಸಭೆಗಳ ಅಧಿನಿಯಮ 47(2) ನಿಯಮದಂತೆ ಅಧ್ಯಕ್ಷರು 10 ದಿನಗಳ ಒಳಗಾಗಿ ವಿಶೇಷ ಸಾಮಾನ್ಯ ಸಭೆ ಕರೆಯಬೇಕಾಗುತ್ತದೆ. ಆದರೆ ಯಾವುದೇ ಸಭೆ ಕರೆಯದೇ ವಿಳಂಬ ಮಾಡುತ್ತಿದ್ದಾರೆ. ನಗರಸಭೆ ಸದಸ್ಯರು ಅವಿಶ್ವಾಸ ನಿರ್ಣಯ ಮಂಡಿಸಲು ಕರ್ನಾಟಕ ಪೌರಸಭೆಗಳ ಅಧಿನಿಯಮ 47(3)ರ ನಿಯಮದಂತೆ ತಮ್ಮ ಅಧಿಕಾರದಲ್ಲಿ ವಿಶೇಷ ಸಾಮಾನ್ಯ ಸಭೆ ಕರೆಯುವಂತೆ ಜೆಡಿಎಸ್ ಸದಸ್ಯರು ಮತ್ತೊಮ್ಮೆ ಮನವಿ ಸಲ್ಲಿಸಿದ್ದಾರೆ. (1242, 262, 1500, 432)
booth-headline (930, 893, 1505, 945)
malleshwara-headline (764, 1376, 1123, 1415)
printed-by-label: Printed by (190, 2380, 254, 2396)
footer-imprint (6, 2376, 1505, 2425)
page-number (8, 0, 102, 27)
kicker-text: ಜಿಲ್ಲಾಧಿಕಾರಿ ಡಾ.ಕುಮಾರ ಹೇಳಿಕೆ (817, 1881, 1000, 1900)
nrega-col1-text: ಹಾಸನ: ಮಹಾತ್ಮ ಗಾಂಧಿ ರಾಷ್ಟ್ರೀಯ ಗ್ರಾಮೀಣ ಉದ್ಯೋಗ ಖಾತ್ರಿ ಯೋಜನೆಯ ಕಾಮಗಾರಿಗಳ ಅನುಷ್ಠಾನದ ಕುರಿತು ಜಿಲ್ಲಾ ಪಂಚಾಯಿತಿ ಮುಖ್ಯ ಕಾರ್ಯನಿರ್ವಾಹಕ ಅಧಿಕಾರಿ ಪೂರ್ಣಿಮಾ ಬಿ.ಆರ್. ಅಧ್ಯಕ್ಷತೆಯಲ್ಲಿ ಕಾರ್ಯಾಗಾರ ನಡೆಯಿತು. ತಾಲ್ಲೂಕು ಪಂಚಾಯಿತಿ ಕಾರ್ಯನಿರ್ವಾಹಕ ಅಧಿಕಾರಿಗಳು, ಸಹಾಯಕ ನಿರ್ದೇಶಕರು ಹಾಗೂ ತಾಂತ್ರಿಕ ಸಹಾಯಕರು ಭಾಗವಹಿಸಿದ್ದರು. ಜಲ ಸಂರಕ್ಷಣೆ, ಕೆರೆ ಪುನಶ್ಚೇತನ ಮತ್ತು ವೈಯಕ್ತಿಕ ಕಾಮಗಾರಿಗಳ ಬಗ್ಗೆ ಮಾಹಿತಿ ನೀಡಲಾಯಿತು. ಗ್ರಾಮ ಪಂಚಾಯಿತಿ ಮಟ್ಟದಲ್ಲಿ ಕಾಮಗಾರಿಗಳನ್ನು ಸಮರ್ಪಕವಾಗಿ ಅನುಷ್ಠಾನಗೊಳಿಸಿ ಕೂಲಿಕಾರರಿಗೆ ನಿಗದಿತ ಸಮಯದಲ್ಲಿ ಕೂಲಿ ಪಾವತಿ ಮಾಡಬೇಕು ಎಂದು ಸೂಚಿಸಿದರು. ಗ್ರಾಮೀಣ ಕಾರ್ಮಿಕರಿಗೆ ಉದ್ಯೋಗ ಒದಗಿಸುವುದು, ಸುಸ್ಥಿರ ಆಸ್ತಿ ನಿರ್ಮಾಣ ಮತ್ತು ಆರ್ಥಿಕ ಸಹಾಯ ಪಡೆಯಲು ಯೋಜನೆ ಸಹಕಾರಿ. ಜಿಲ್ಲಾ ಪಂಚಾಯಿತಿ ಮುಖ್ಯ ಲೆಕ್ಕಾಧಿಕಾರಿ, ಯೋಜನಾ ನಿರ್ದೇಶಕರು, ಜಿಲ್ಲಾ ಹಾಗೂ ತಾಲ್ಲೂಕು ಮಟ್ಟದ ಅಧಿಕಾರಿಗಳು, ಕಾರ್ಯ ನಿರ್ವಾಹಕ ಅಭಿಯಂತರರು, ಗ್ರಾಮ ಪಂಚಾಯಿತಿ ಅಭಿವೃದ್ಧಿ ಅಧಿಕಾರಿಗಳು, ಜಿಪಂ ಸಿಬ್ಬಂದಿ ಹಾಜರಿದ್ದರು. (397, 950, 641, 1320)
nrega-booth-divider (922, 893, 923, 1366)
